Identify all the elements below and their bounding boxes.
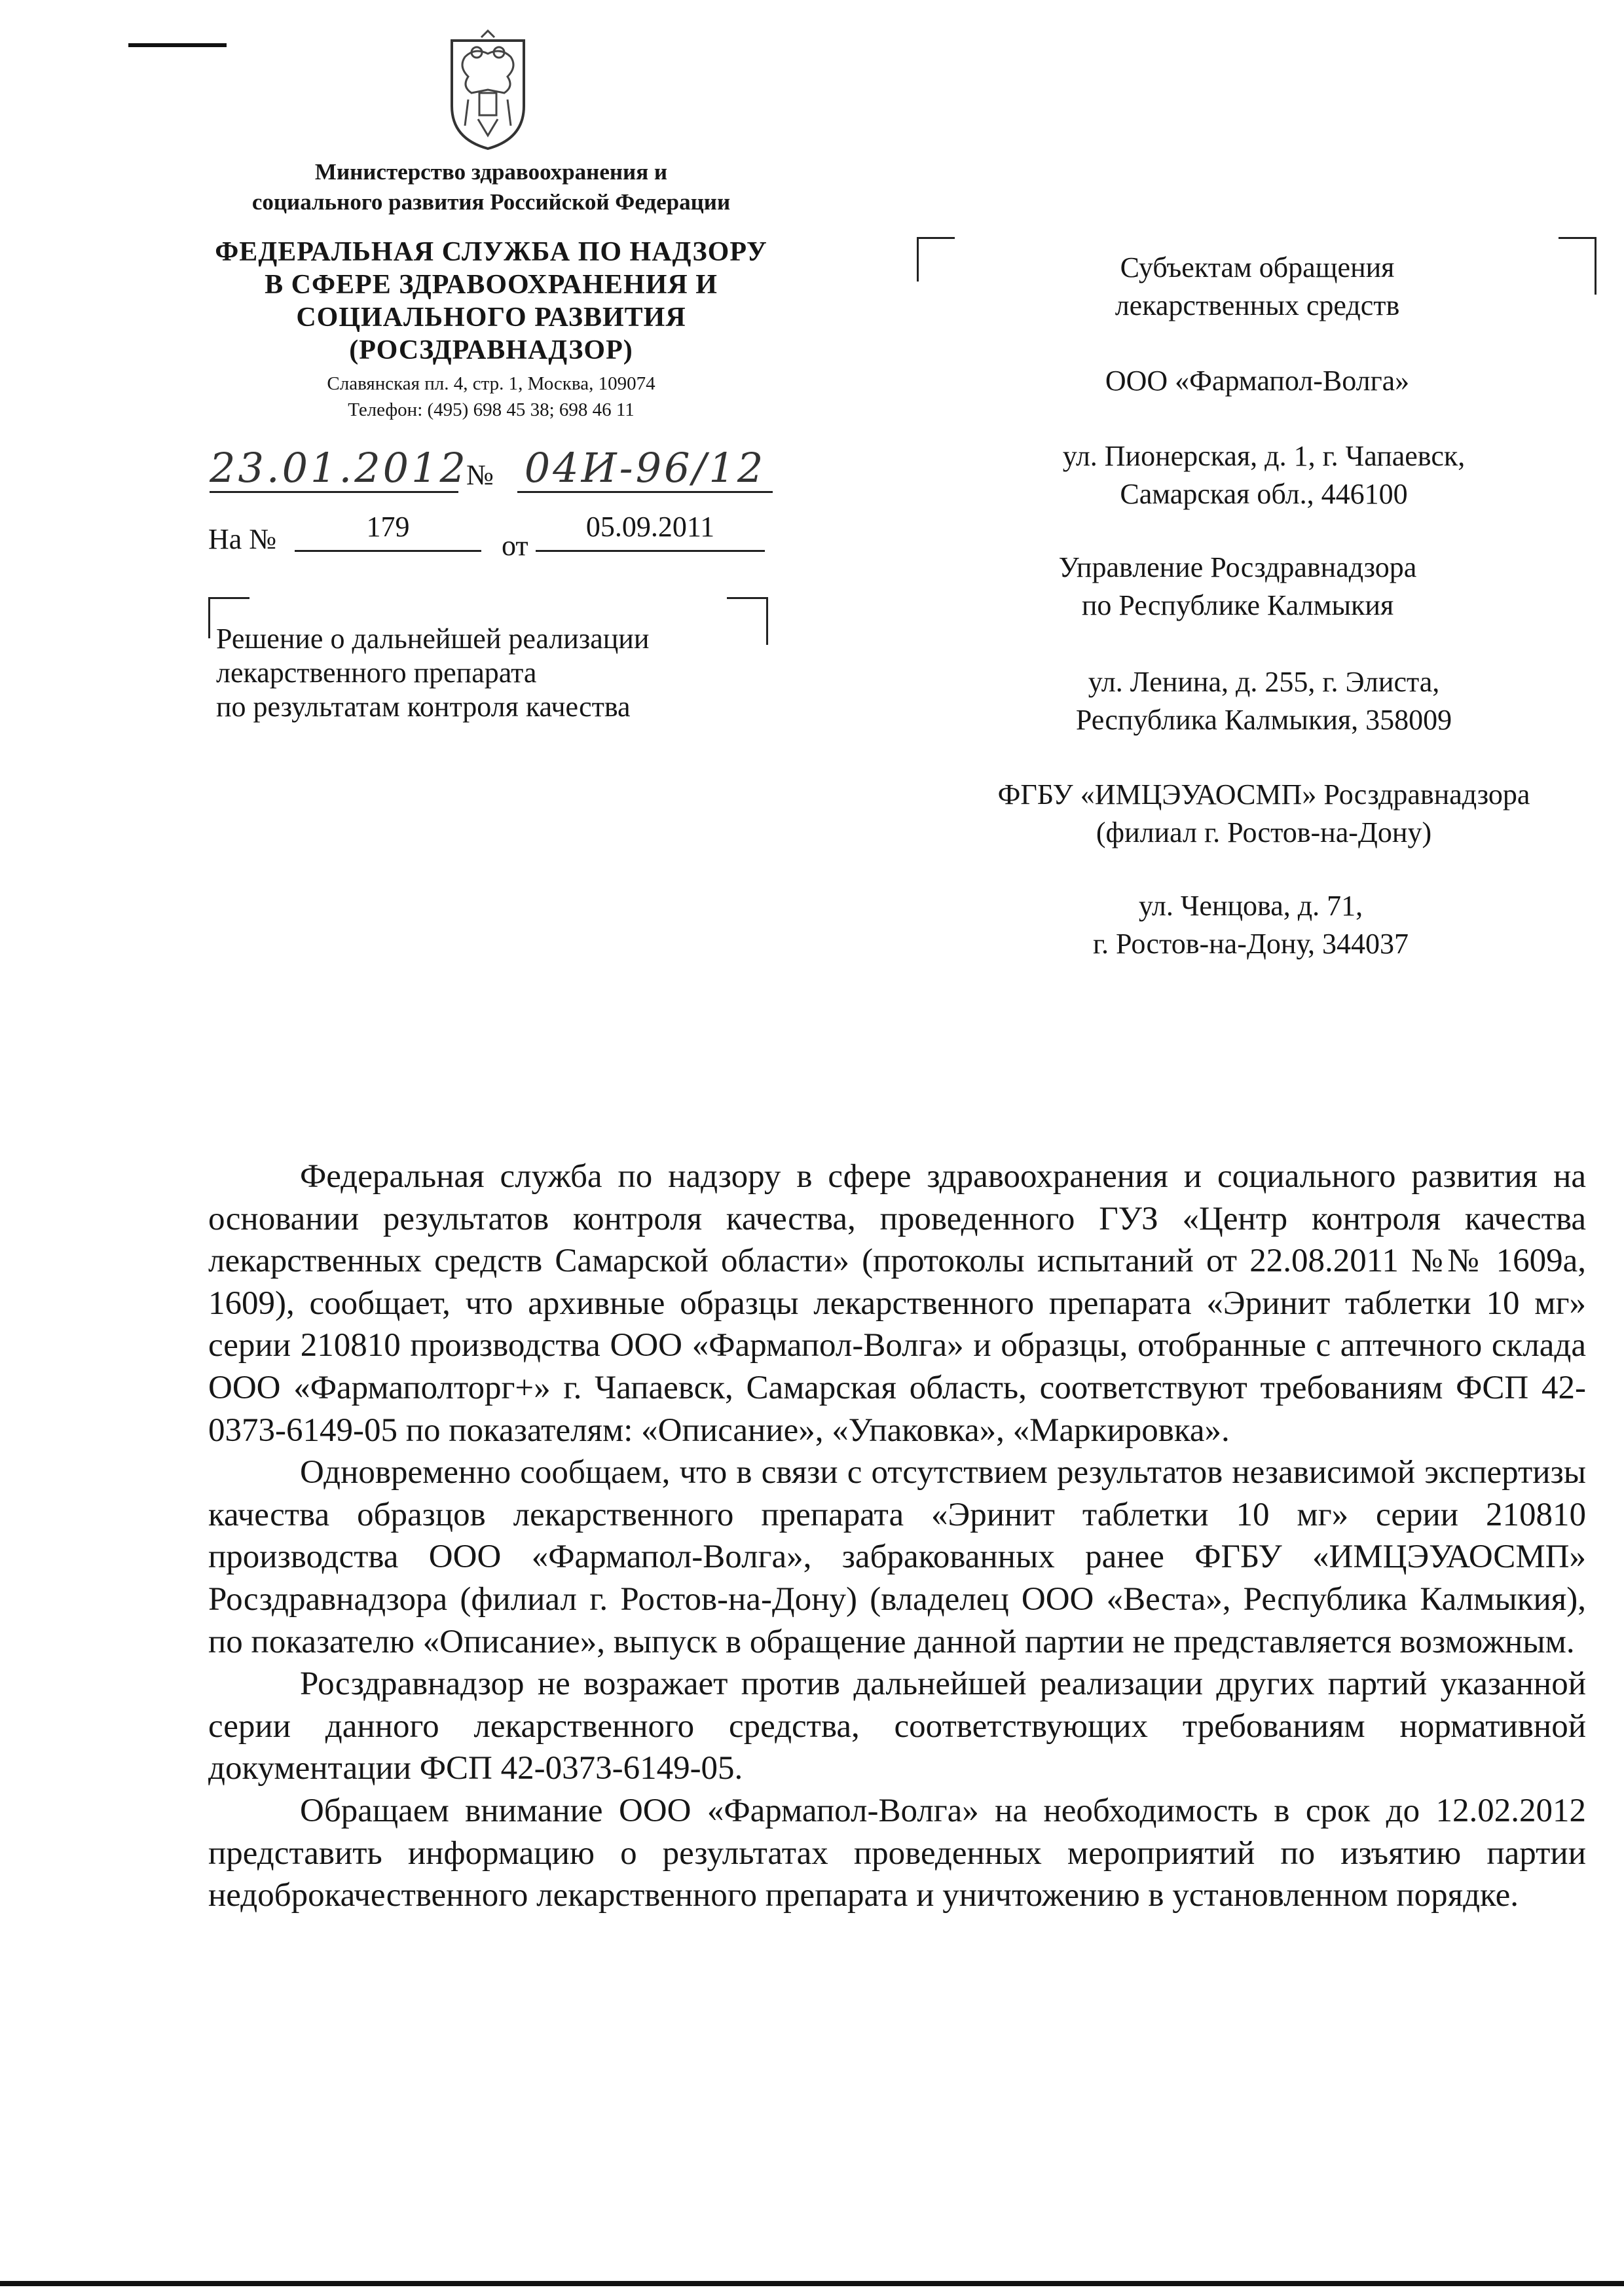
- body-paragraph-2: Одновременно сообщаем, что в связи с отсутствием результатов независимой экспертизы качества образцов лекарственного препарата «Эринит таблетки 10 мг» серии 210810 производства ООО «Фармапол-Волга», забракованных ранее ФГБУ «ИМЦЭУАОСМП» Росздравнадзора (филиал г. Ростов-на-Дону) (владелец ООО «Веста», Республика Калмыкия), по показателю «Описание», выпуск в обращение данной партии не представляется возможным.: [208, 1454, 1586, 1660]
- letter-subject: Решение о дальнейшей реализации лекарственного препарата по результатам контроля качества: [216, 623, 650, 723]
- registration-number: 04И-96/12: [517, 445, 773, 493]
- recipient-3-name: ФГБУ «ИМЦЭУАОСМП» Росздравнадзора (филиал г. Ростов-на-Дону): [997, 778, 1530, 848]
- letter-body: [208, 1156, 1586, 1917]
- reference-from: от: [502, 530, 528, 562]
- subject-corner-right: [727, 597, 768, 645]
- number-sign: №: [466, 459, 494, 491]
- service-address: Славянская пл. 4, стр. 1, Москва, 109074: [327, 373, 655, 394]
- body-paragraph-1: Федеральная служба по надзору в сфере здравоохранения и социального развития на основании результатов контроля качества, проведенного ГУЗ «Центр контроля качества лекарственных средств Самарской области» (протоколы испытаний от 22.08.2011 №№ 1609а, 1609), сообщает, что архивные образцы лекарственного препарата «Эринит таблетки 10 мг» серии 210810 производства ООО «Фармапол-Волга» и образцы, отобранные с аптечного склада ООО «Фармаполторг+» г. Чапаевск, Самарская область, соответствуют требованиям ФСП 42-0373-6149-05 по показателям: «Описание», «Упаковка», «Маркировка».: [208, 1158, 1586, 1449]
- coat-of-arms-emblem: [439, 27, 537, 152]
- recipient-corner-right: [1559, 237, 1596, 295]
- body-paragraph-4: Обращаем внимание ООО «Фармапол-Волга» на необходимость в срок до 12.02.2012 представить информацию о результатах проведенных мероприятий по изъятию партии недоброкачественного лекарственного препарата и уничтожению в установленном порядке.: [208, 1792, 1586, 1914]
- recipient-2-address: ул. Ленина, д. 255, г. Элиста, Республика Калмыкия, 358009: [1075, 666, 1452, 736]
- reference-prefix: На №: [208, 523, 277, 555]
- ministry-line-2: социального развития Российской Федерации: [251, 189, 731, 215]
- recipient-corner-left: [917, 237, 955, 282]
- top-edge-mark: [128, 43, 227, 47]
- reference-number: 179: [295, 504, 481, 552]
- ministry-line-1: Министерство здравоохранения и: [314, 159, 668, 185]
- recipient-3-address: ул. Ченцова, д. 71, г. Ростов-на-Дону, 344037: [1092, 890, 1409, 960]
- recipient-1-address: ул. Пионерская, д. 1, г. Чапаевск, Самарская обл., 446100: [1062, 440, 1466, 510]
- recipient-2-name: Управление Росздравнадзора по Республике Калмыкия: [1058, 551, 1417, 621]
- service-name: ФЕДЕРАЛЬНАЯ СЛУЖБА ПО НАДЗОРУ В СФЕРЕ ЗДРАВООХРАНЕНИЯ И СОЦИАЛЬНОГО РАЗВИТИЯ (РОСЗДРАВНАДЗОР): [215, 237, 767, 365]
- letterhead: [190, 157, 792, 423]
- body-paragraph-3: Росздравнадзор не возражает против дальнейшей реализации других партий указанной серии данного лекарственного средства, соответствующих требованиям нормативной документации ФСП 42-0373-6149-05.: [208, 1666, 1586, 1787]
- recipients-heading: Субъектам обращения лекарственных средств: [1115, 251, 1400, 321]
- registration-date: 23.01.2012: [210, 444, 468, 492]
- reference-date: 05.09.2011: [536, 504, 765, 552]
- page-bottom-rule: [0, 2281, 1624, 2286]
- service-phone: Телефон: (495) 698 45 38; 698 46 11: [348, 399, 635, 420]
- recipient-1-name: ООО «Фармапол-Волга»: [1105, 365, 1410, 397]
